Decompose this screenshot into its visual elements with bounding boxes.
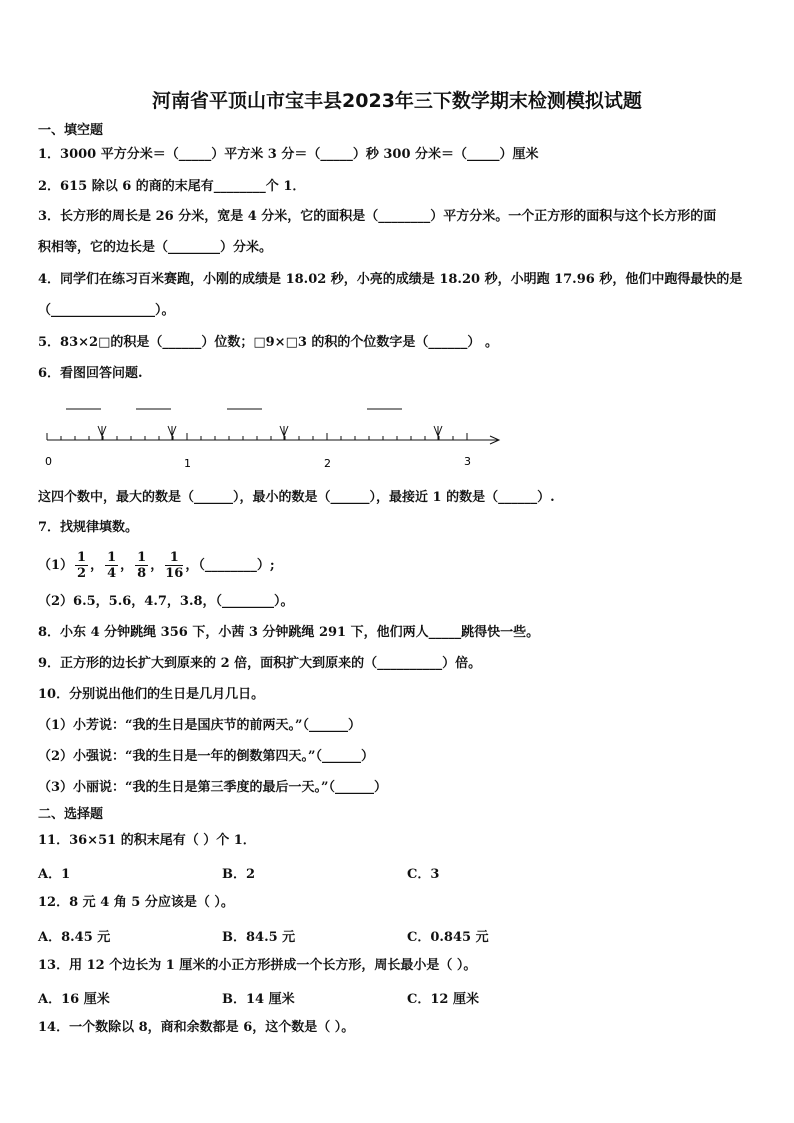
question-2: 2．615 除以 6 的商的末尾有________个 1． xyxy=(38,179,306,194)
q7-1-prefix: （1） xyxy=(38,558,74,573)
number-line-figure xyxy=(0,395,794,475)
question-3-line-2: 积相等，它的边长是（________）分米。 xyxy=(38,240,273,255)
question-10: 10．分别说出他们的生日是几月几日。 xyxy=(38,687,265,702)
question-9: 9．正方形的边长扩大到原来的 2 倍，面积扩大到原来的（__________）倍。 xyxy=(38,656,482,671)
q13-option-a: A．16 厘米 xyxy=(38,992,110,1007)
question-3-line-1: 3．长方形的周长是 26 分米，宽是 4 分米，它的面积是（________）平方分米。一个正方形的面积与这个长方形的面 xyxy=(38,209,717,224)
q11-option-a: A．1 xyxy=(38,867,71,882)
fraction-1-16: $\frac{1}{16}$ xyxy=(165,550,184,581)
q13-option-b: B．14 厘米 xyxy=(222,992,295,1007)
question-13: 13．用 12 个边长为 1 厘米的小正方形拼成一个长方形，周长最小是（ ）。 xyxy=(38,958,477,973)
tick-label-3: 3 xyxy=(464,455,471,468)
tick-label-2: 2 xyxy=(324,457,331,470)
q13-option-c: C．12 厘米 xyxy=(407,992,479,1007)
q12-option-b: B．84.5 元 xyxy=(222,930,296,945)
question-11: 11．36×51 的积末尾有（ ）个 1． xyxy=(38,833,256,848)
pointer-arrows xyxy=(98,426,442,440)
question-7-part-1: （1） $\frac{1}{2}$ ， $\frac{1}{4}$ ， $\frac{1}{8}$ ， $\frac{1}{16}$ ，（________）; xyxy=(38,550,275,581)
q12-option-c: C．0.845 元 xyxy=(407,930,489,945)
question-7-part-2: （2）6.5，5.6，4.7，3.8，（________）。 xyxy=(38,594,294,609)
section-multiple-choice: 二、选择题 xyxy=(38,807,104,822)
question-8: 8．小东 4 分钟跳绳 356 下，小茜 3 分钟跳绳 291 下，他们两人_____跳得快一些。 xyxy=(38,625,540,640)
question-4-line-2: （________________）。 xyxy=(38,303,175,318)
question-1: 1．3000 平方分米＝（_____）平方米 3 分＝（_____）秒 300 分米＝（_____）厘米 xyxy=(38,147,539,162)
tick-label-1: 1 xyxy=(184,457,191,470)
fraction-1-8: $\frac{1}{8}$ xyxy=(137,550,147,581)
fraction-1-4: $\frac{1}{4}$ xyxy=(107,550,117,581)
question-5: 5．83×2□的积是（______）位数；□9×□3 的积的个位数字是（______） 。 xyxy=(38,335,498,350)
page-title: 河南省平顶山市宝丰县2023年三下数学期末检测模拟试题 xyxy=(152,90,642,112)
question-12: 12．8 元 4 角 5 分应该是（ ）。 xyxy=(38,895,234,910)
question-6: 6．看图回答问题. xyxy=(38,366,143,381)
fraction-1-2: $\frac{1}{2}$ xyxy=(77,550,87,581)
question-10-part-1: （1）小芳说：“我的生日是国庆节的前两天。”（______） xyxy=(38,718,362,733)
question-10-part-3: （3）小丽说：“我的生日是第三季度的最后一天。”（______） xyxy=(38,780,388,795)
q11-option-c: C．3 xyxy=(407,867,440,882)
question-14: 14．一个数除以 8，商和余数都是 6，这个数是（ ）。 xyxy=(38,1020,355,1035)
question-4-line-1: 4．同学们在练习百米赛跑，小刚的成绩是 18.02 秒，小亮的成绩是 18.20 秒，小明跑 17.96 秒，他们中跑得最快的是 xyxy=(38,272,743,287)
section-fill-in: 一、填空题 xyxy=(38,123,104,138)
question-7: 7．找规律填数。 xyxy=(38,520,139,535)
q11-option-b: B．2 xyxy=(222,867,256,882)
question-10-part-2: （2）小强说：“我的生日是一年的倒数第四天。”（______） xyxy=(38,749,375,764)
q12-option-a: A．8.45 元 xyxy=(38,930,111,945)
number-line-ticks xyxy=(47,433,467,440)
tick-label-0: 0 xyxy=(45,455,52,468)
question-6-answers: 这四个数中，最大的数是（______），最小的数是（______），最接近 1 的数是（______）. xyxy=(38,490,555,505)
q7-1-suffix: ，（________）; xyxy=(185,558,275,573)
